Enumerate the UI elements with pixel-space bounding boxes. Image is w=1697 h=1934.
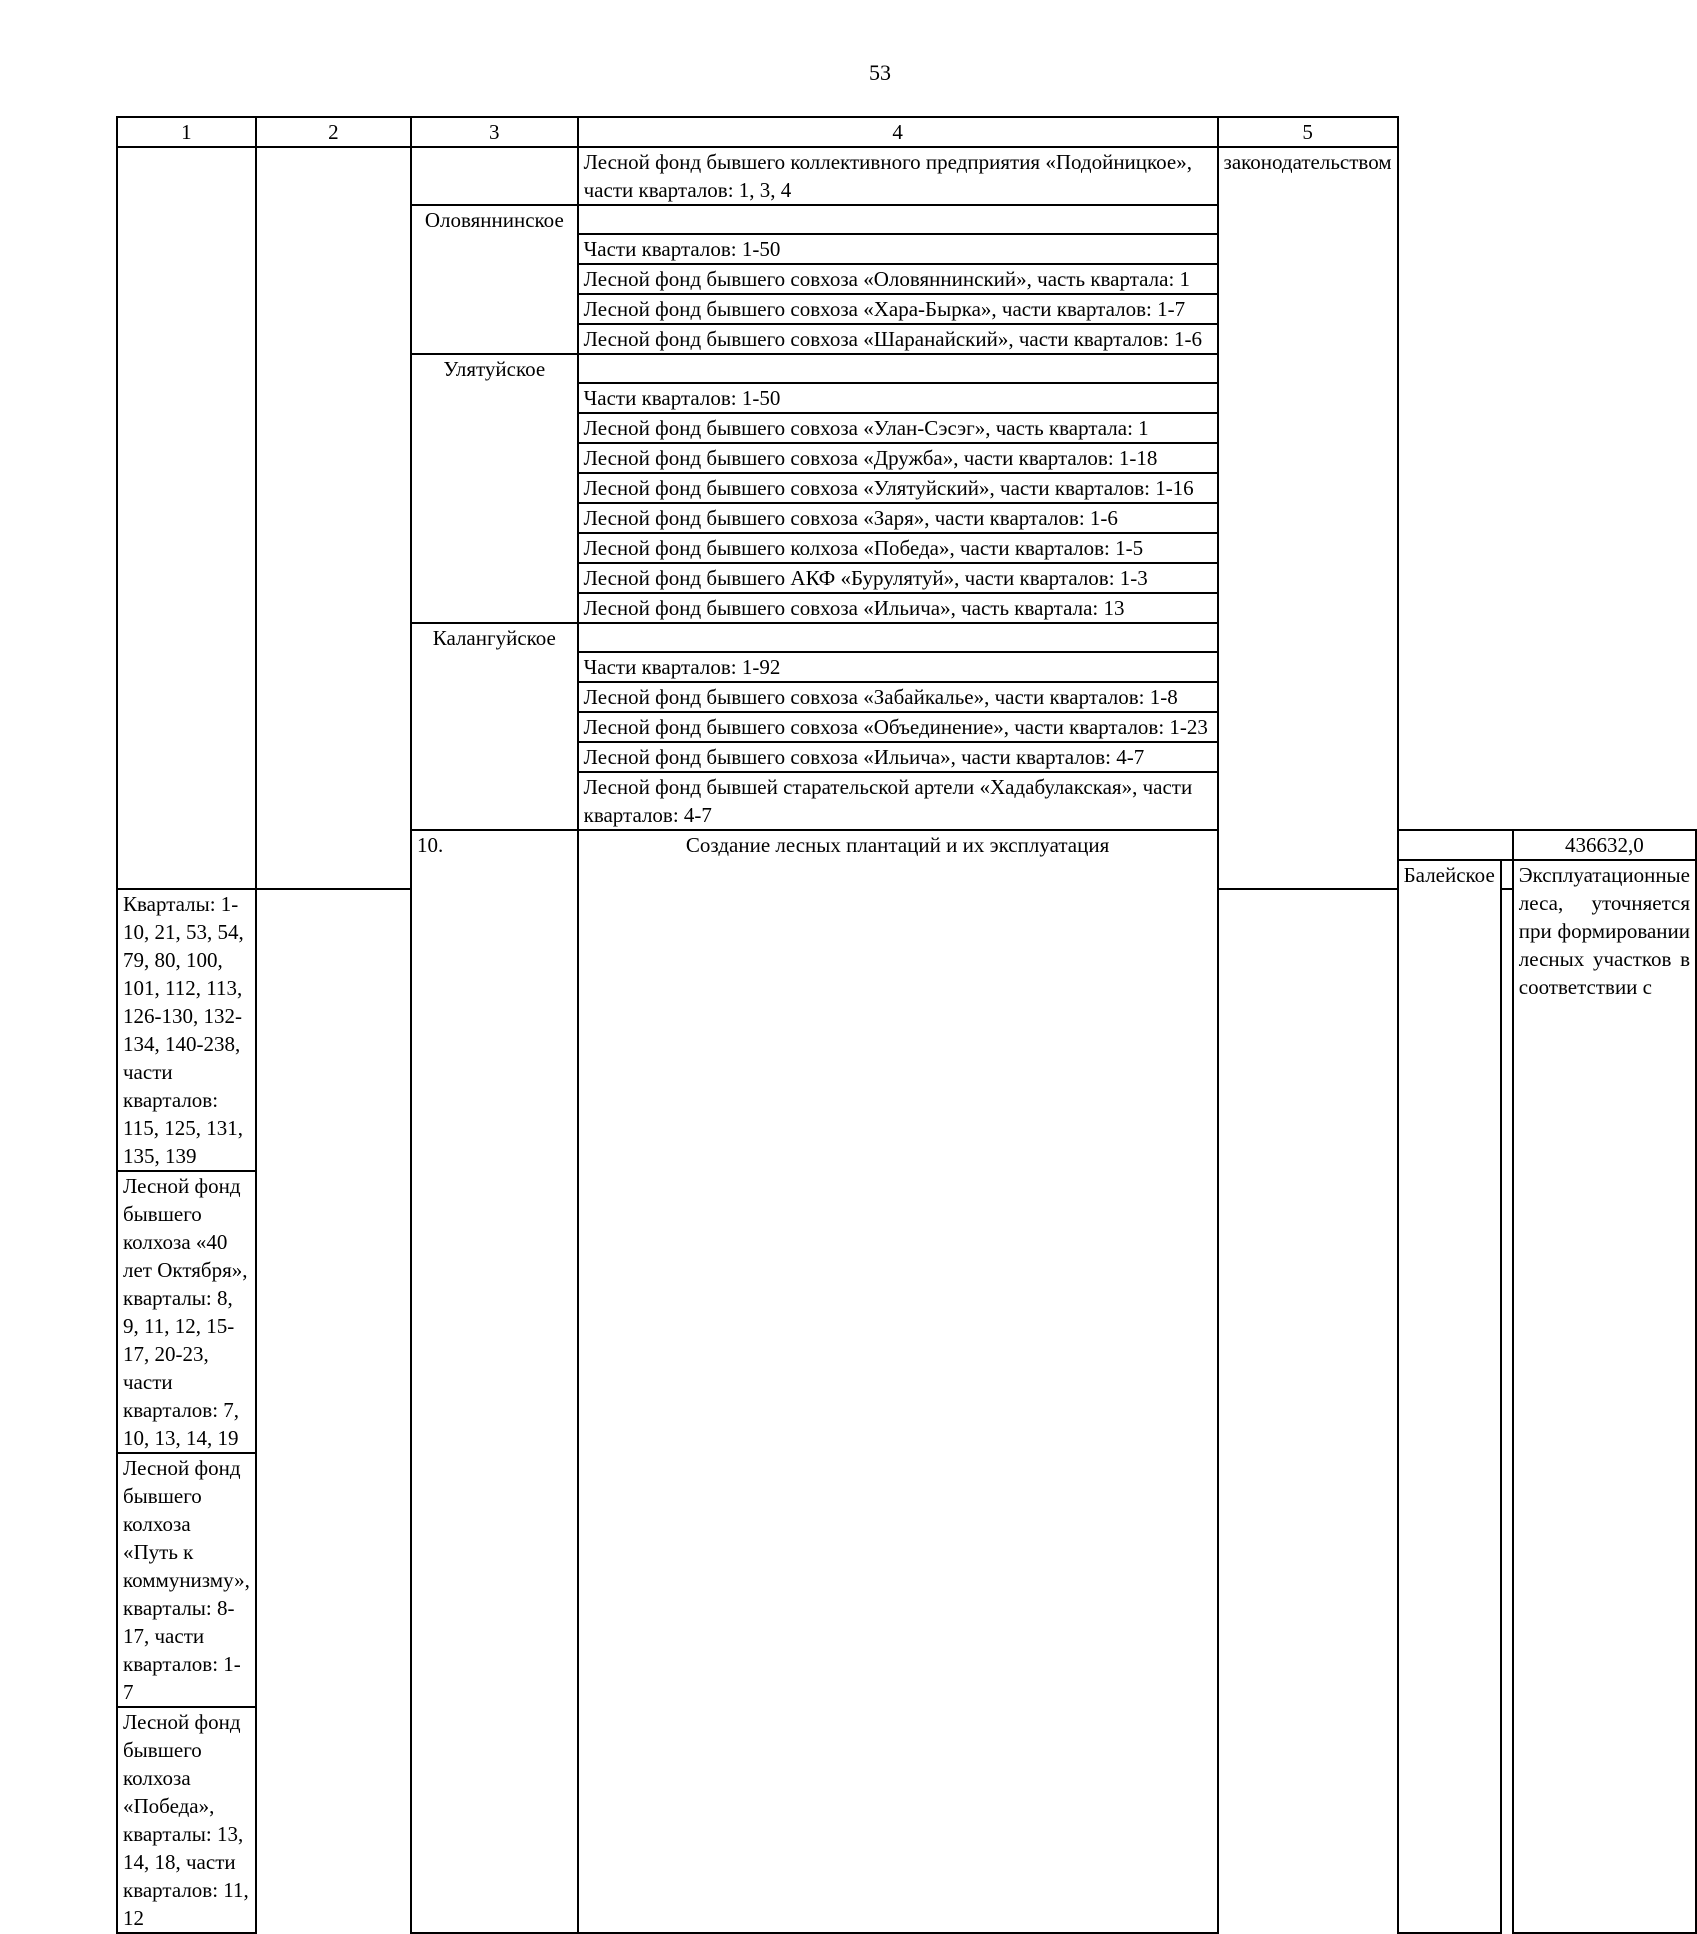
list-item: Лесной фонд бывшего АКФ «Бурулятуй», части кварталов: 1-3 [578, 563, 1218, 593]
list-item: Лесной фонд бывшего колхоза «Путь к коммунизму», кварталы: 8-17, части кварталов: 1-7 [117, 1453, 256, 1707]
list-item: Лесной фонд бывшего совхоза «Ильича», части кварталов: 4-7 [578, 742, 1218, 772]
header-cell-1: 1 [117, 117, 256, 147]
row10-area: 436632,0 [1513, 830, 1696, 860]
district-blank-cell [578, 205, 1218, 234]
district-name-balei: Балейское [1398, 860, 1501, 1933]
table-header-row [117, 117, 1696, 147]
list-item: Лесной фонд бывшего совхоза «Ильича», часть квартала: 13 [578, 593, 1218, 623]
list-item: Лесной фонд бывшего совхоза «Забайкалье», части кварталов: 1-8 [578, 682, 1218, 712]
list-item: Части кварталов: 1-50 [578, 383, 1218, 413]
row9-number-cell [117, 147, 256, 889]
list-item: Лесной фонд бывшего совхоза «Заря», части кварталов: 1-6 [578, 503, 1218, 533]
row10-note: Эксплуатационные леса, уточняется при формировании лесных участков в соответствии с [1513, 860, 1696, 1933]
page-number: 53 [869, 60, 891, 85]
list-item: Лесной фонд бывшего совхоза «Дружба», части кварталов: 1-18 [578, 443, 1218, 473]
district-name-uliatui: Улятуйское [411, 354, 578, 623]
list-item: Лесной фонд бывшей старательской артели «Хадабулакская», части кварталов: 4-7 [578, 772, 1218, 830]
list-item: Лесной фонд бывшего совхоза «Оловяннинский», часть квартала: 1 [578, 264, 1218, 294]
list-item: Лесной фонд бывшего колхоза «40 лет Октября», кварталы: 8, 9, 11, 12, 15-17, 20-23, части кварталов: 7, 10, 13, 14, 19 [117, 1171, 256, 1453]
table-row [117, 147, 1696, 205]
row9-note-cell: законодательством [1218, 147, 1398, 889]
header-cell-2: 2 [256, 117, 411, 147]
header-cell-5: 5 [1218, 117, 1398, 147]
list-item: Лесной фонд бывшего колхоза «Победа», кварталы: 13, 14, 18, части кварталов: 11, 12 [117, 1707, 256, 1933]
row10-number: 10. [411, 830, 578, 1933]
list-item: Части кварталов: 1-50 [578, 234, 1218, 264]
list-item: Лесной фонд бывшего совхоза «Улан-Сэсэг», часть квартала: 1 [578, 413, 1218, 443]
row9-activity-cell [256, 147, 411, 889]
forest-table [116, 116, 1697, 1934]
list-item: Лесной фонд бывшего совхоза «Улятуйский», части кварталов: 1-16 [578, 473, 1218, 503]
header-cell-3: 3 [411, 117, 578, 147]
district-name-kalangui: Калангуйское [411, 623, 578, 830]
list-item: Лесной фонд бывшего колхоза «Победа», части кварталов: 1-5 [578, 533, 1218, 563]
list-item: Части кварталов: 1-92 [578, 652, 1218, 682]
district-blank-cell [578, 623, 1218, 652]
row10-blank-span [1398, 830, 1513, 860]
row9-first-item: Лесной фонд бывшего коллективного предприятия «Подойницкое», части кварталов: 1, 3, 4 [578, 147, 1218, 205]
district-blank-cell [1501, 860, 1513, 889]
district-name-oloviannino: Оловяннинское [411, 205, 578, 354]
list-item: Лесной фонд бывшего совхоза «Шаранайский», части кварталов: 1-6 [578, 324, 1218, 354]
list-item: Лесной фонд бывшего совхоза «Хара-Бырка», части кварталов: 1-7 [578, 294, 1218, 324]
list-item: Кварталы: 1-10, 21, 53, 54, 79, 80, 100, 101, 112, 113, 126-130, 132-134, 140-238, части кварталов: 115, 125, 131, 135, 139 [117, 889, 256, 1171]
district-blank-cell [578, 354, 1218, 383]
header-cell-4: 4 [578, 117, 1218, 147]
row10-activity: Создание лесных плантаций и их эксплуатация [578, 830, 1218, 1933]
row9-district-cell [411, 147, 578, 205]
list-item: Лесной фонд бывшего совхоза «Объединение», части кварталов: 1-23 [578, 712, 1218, 742]
